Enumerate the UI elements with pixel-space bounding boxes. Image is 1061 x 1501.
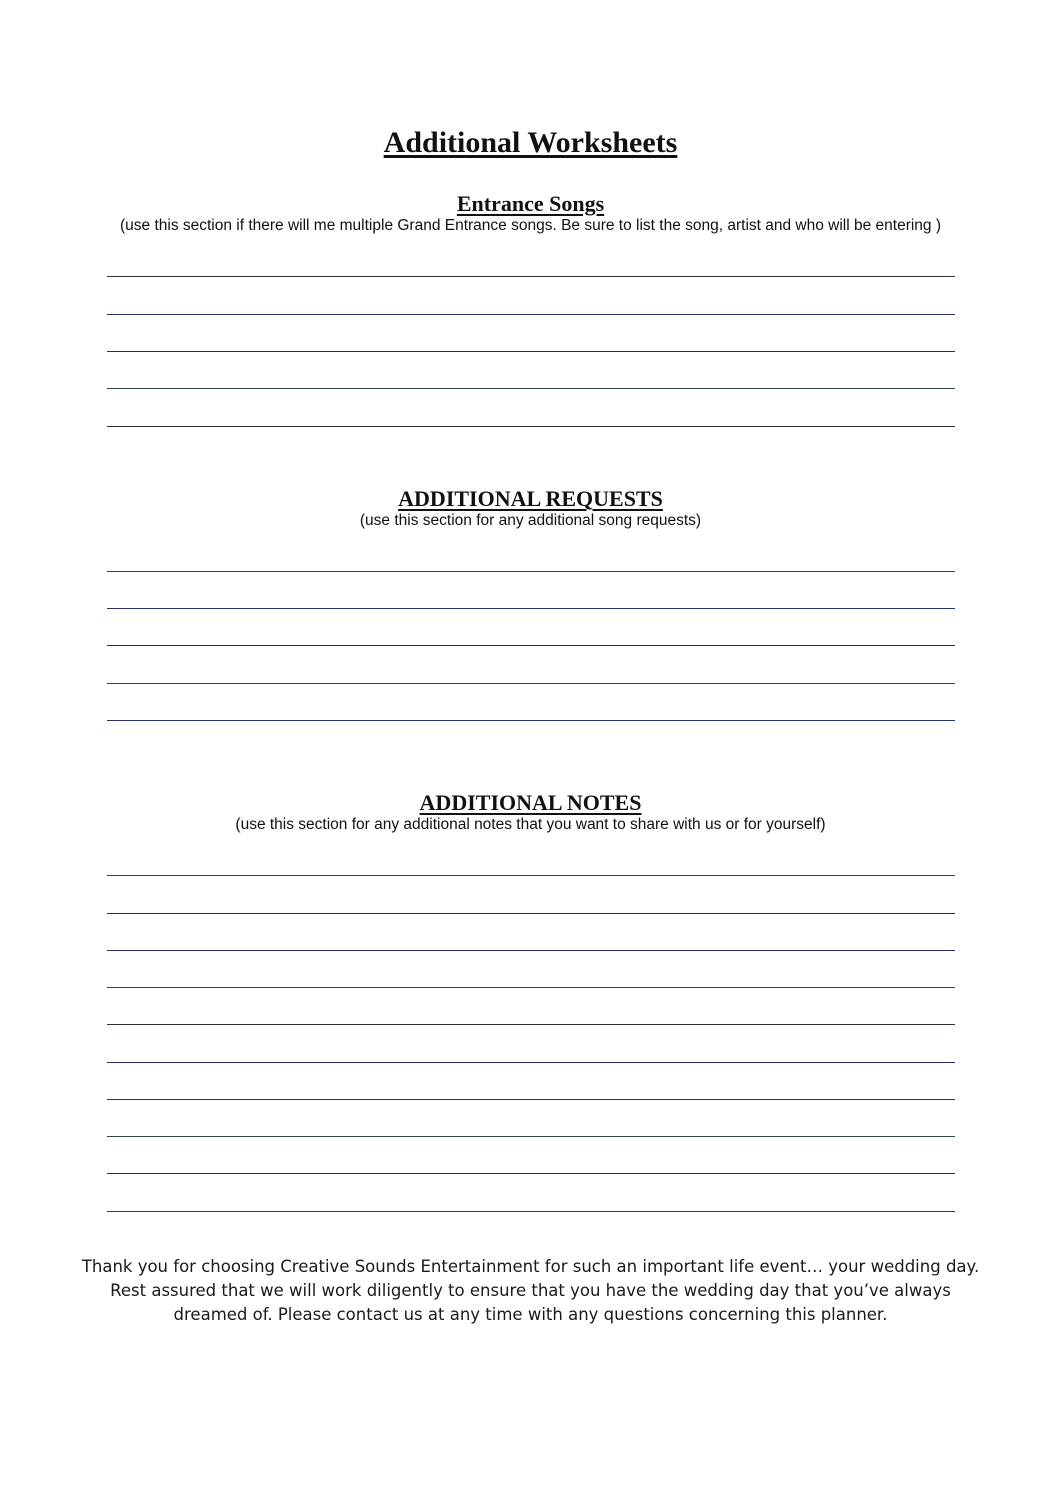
- write-in-line[interactable]: [107, 1099, 955, 1100]
- closing-message-line-1: Thank you for choosing Creative Sounds Entertainment for such an important life event… your wedding day.: [81, 1257, 980, 1276]
- section-instructions-entrance-songs: (use this section if there will me multiple Grand Entrance songs. Be sure to list the song, artist and who will be entering ): [119, 217, 942, 234]
- write-in-line[interactable]: [107, 351, 955, 352]
- write-in-line[interactable]: [107, 1136, 955, 1137]
- write-in-line[interactable]: [107, 645, 955, 646]
- closing-message-line-2: Rest assured that we will work diligently to ensure that you have the wedding day that you’ve always: [110, 1281, 951, 1300]
- closing-message: [80, 1255, 981, 1327]
- write-in-line[interactable]: [107, 1062, 955, 1063]
- write-in-line[interactable]: [107, 913, 955, 914]
- write-in-line[interactable]: [107, 875, 955, 876]
- closing-message-line-3: dreamed of. Please contact us at any time with any questions concerning this planner.: [173, 1305, 888, 1324]
- section-instructions-additional-requests: (use this section for any additional song requests): [359, 512, 702, 529]
- write-in-line[interactable]: [107, 388, 955, 389]
- write-in-line[interactable]: [107, 950, 955, 951]
- page-title: Additional Worksheets: [383, 126, 678, 159]
- write-in-line[interactable]: [107, 683, 955, 684]
- write-in-line[interactable]: [107, 1211, 955, 1212]
- write-in-line[interactable]: [107, 426, 955, 427]
- write-in-line[interactable]: [107, 987, 955, 988]
- write-in-line[interactable]: [107, 276, 955, 277]
- section-heading-additional-notes: ADDITIONAL NOTES: [419, 790, 642, 815]
- write-in-line[interactable]: [107, 571, 955, 572]
- section-instructions-additional-notes: (use this section for any additional notes that you want to share with us or for yourself): [235, 816, 826, 833]
- write-in-line[interactable]: [107, 1024, 955, 1025]
- write-in-line[interactable]: [107, 314, 955, 315]
- write-in-line[interactable]: [107, 720, 955, 721]
- section-heading-additional-requests: ADDITIONAL REQUESTS: [398, 486, 663, 511]
- write-in-line[interactable]: [107, 1173, 955, 1174]
- section-heading-entrance-songs: Entrance Songs: [456, 191, 605, 216]
- write-in-line[interactable]: [107, 608, 955, 609]
